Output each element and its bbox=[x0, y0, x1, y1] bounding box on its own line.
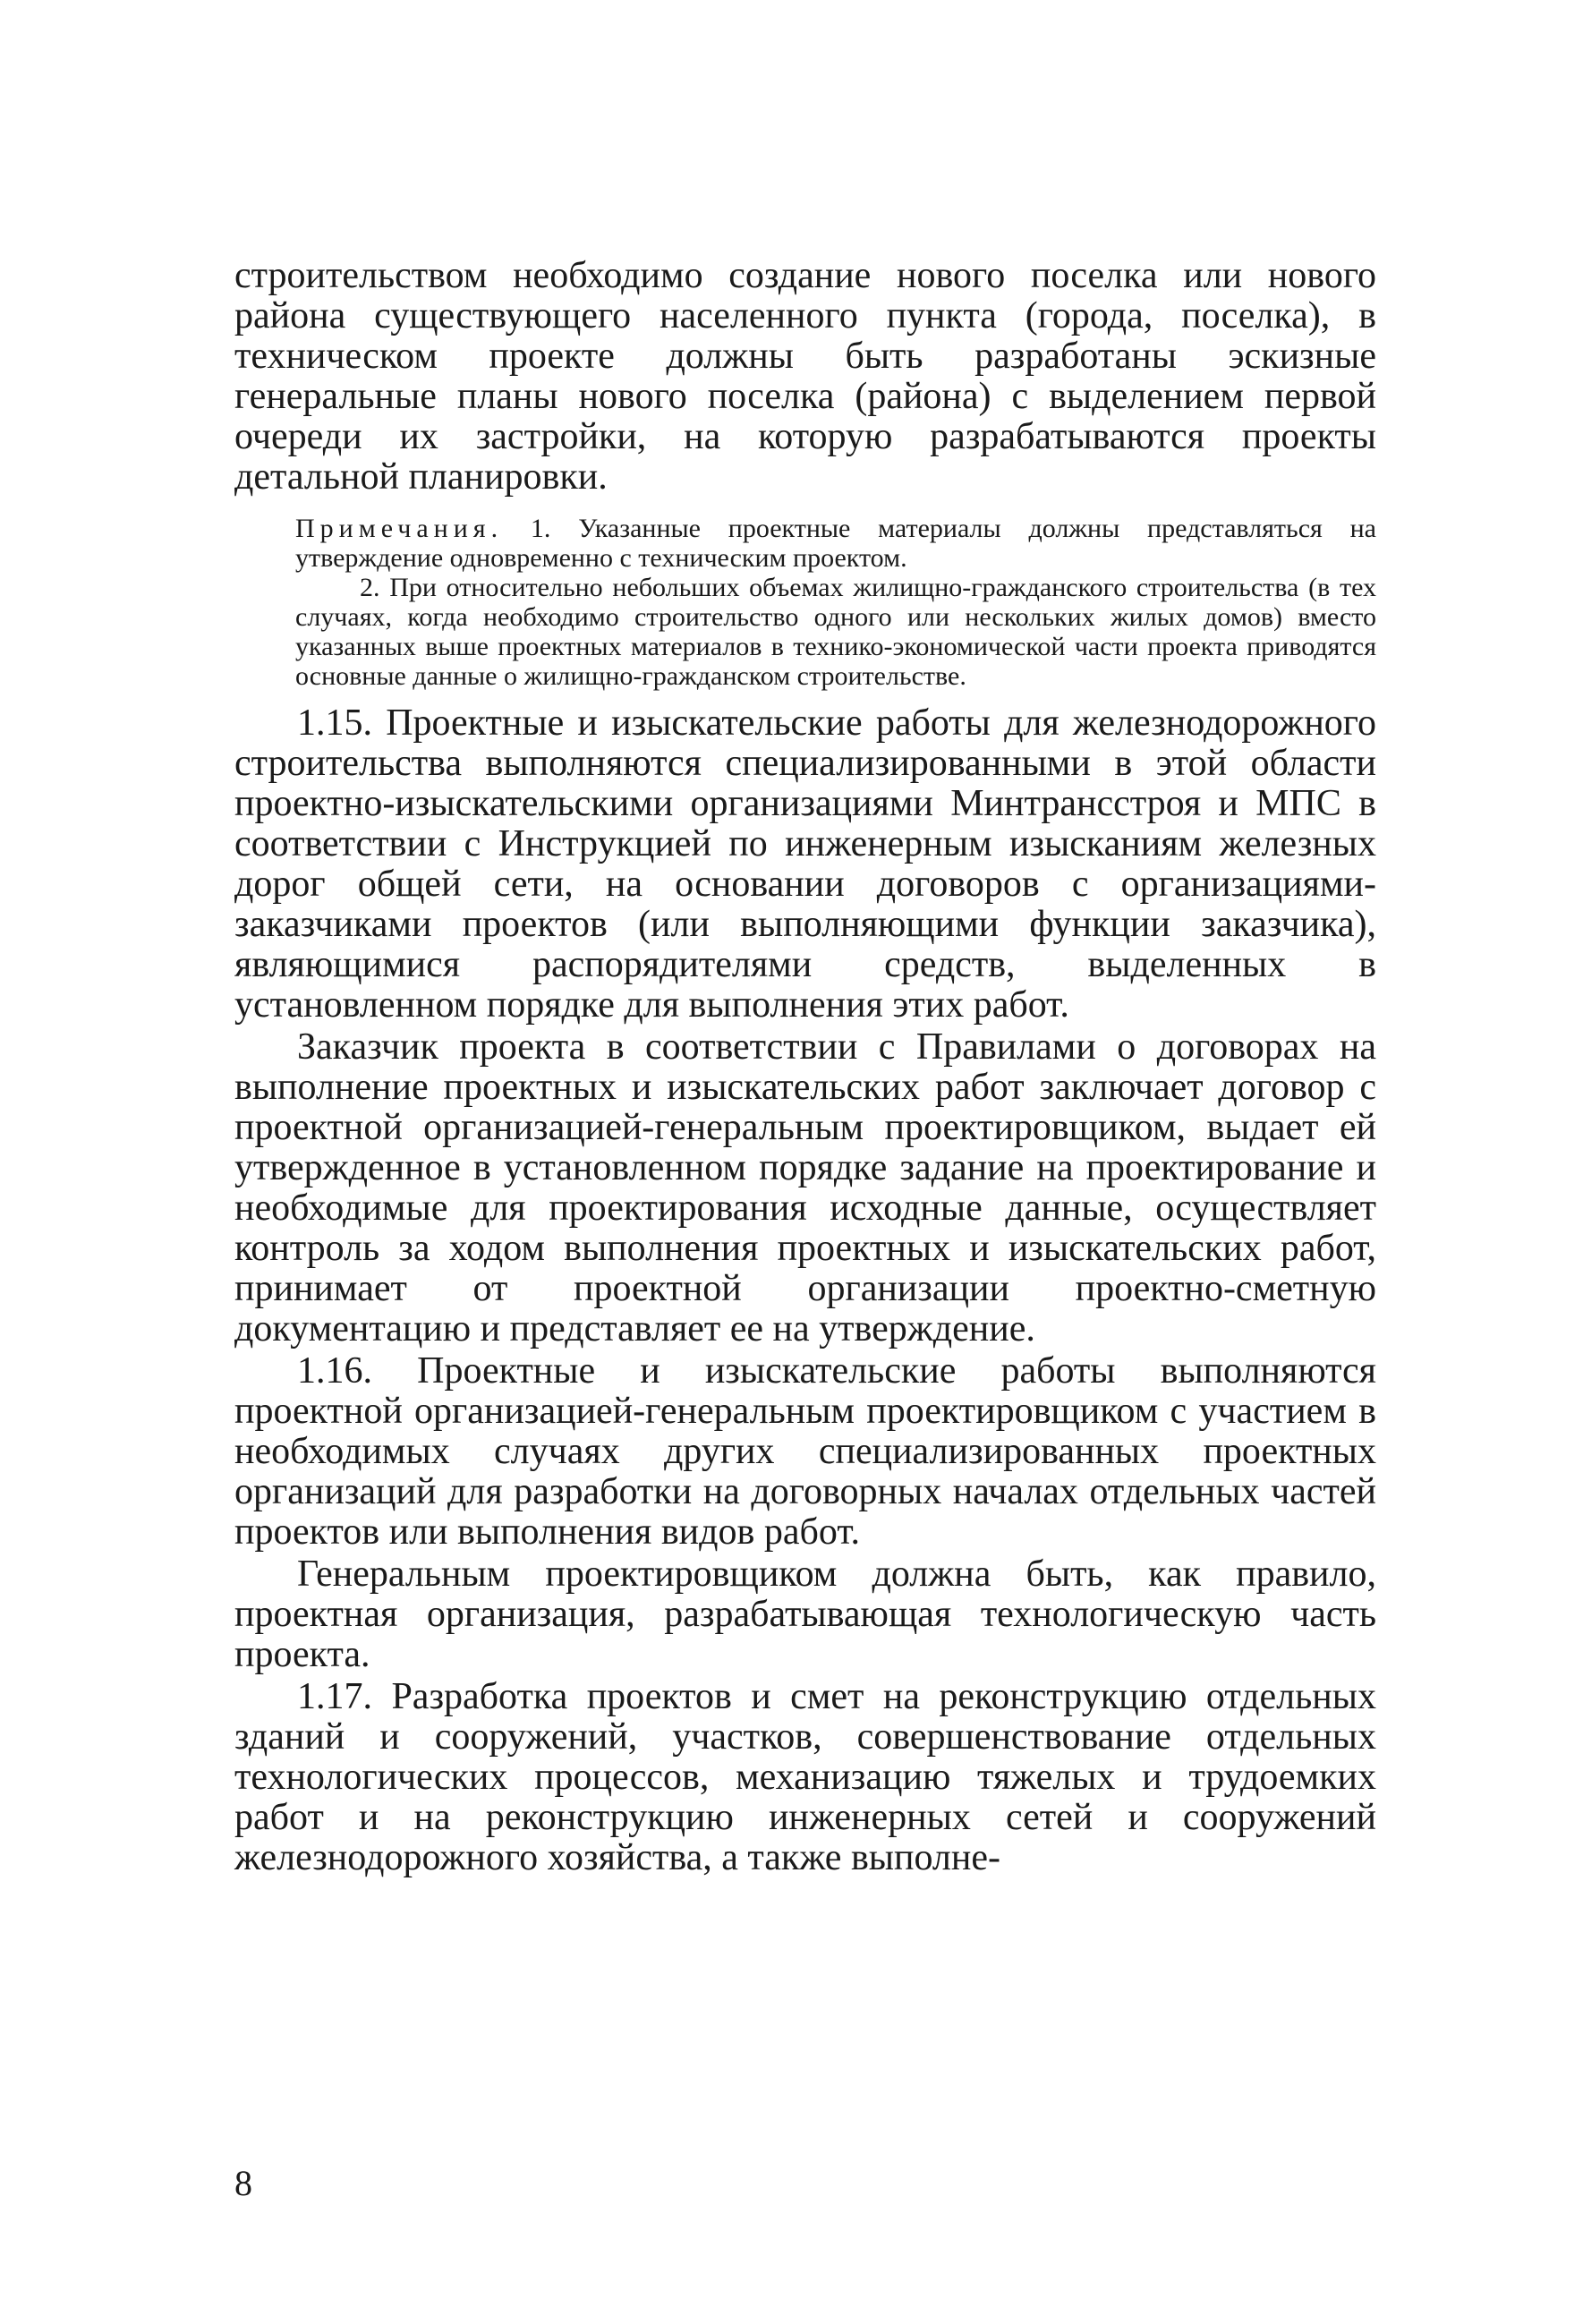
paragraph-intro-continuation: строительством необходимо создание нового поселка или нового района существующего населенного пункта (города, поселка), в техническом проекте должны быть разработаны эскизные генеральные планы нового поселка (района) с выделением первой очереди их застройки, на которую разрабатываются проекты детальной планировки. bbox=[234, 255, 1376, 498]
page-number: 8 bbox=[234, 2163, 252, 2203]
paragraph-1-17: 1.17. Разработка проектов и смет на реконструкцию отдельных зданий и сооружений, участков, совершенствование отдельных технологических процессов, механизацию тяжелых и трудоемких работ и на реконструкцию инженерных сетей и сооружений железнодорожного хозяйства, а также выполне- bbox=[234, 1676, 1376, 1878]
paragraph-1-16: 1.16. Проектные и изыскательские работы выполняются проектной организацией-генеральным проектировщиком с участием в необходимых случаях других специализированных проектных организаций для разработки на договорных началах отдельных частей проектов или выполнения видов работ. bbox=[234, 1350, 1376, 1553]
document-page bbox=[234, 256, 1376, 1878]
notes-heading: Примечания. bbox=[295, 514, 504, 543]
notes-block bbox=[234, 514, 1376, 691]
note-1-text: 1. Указанные проектные материалы должны представляться на утверждение одновременно с техническим проектом. bbox=[295, 514, 1376, 573]
note-2: 2. При относительно небольших объемах жилищно-гражданского строительства (в тех случаях, когда необходимо строительство одного или нескольких жилых домов) вместо указанных выше проектных материалов в технико-экономической части проекта приводятся основные данные о жилищно-гражданском строительстве. bbox=[295, 573, 1376, 691]
paragraph-1-16-general-designer: Генеральным проектировщиком должна быть, как правило, проектная организация, разрабатывающая технологическую часть проекта. bbox=[234, 1554, 1376, 1675]
note-1 bbox=[295, 514, 1376, 573]
paragraph-1-15: 1.15. Проектные и изыскательские работы для железнодорожного строительства выполняются специализированными в этой области проектно-изыскательскими организациями Минтрансстроя и МПС в соответствии с Инструкцией по инженерным изысканиям железных дорог общей сети, на основании договоров с организациями-заказчиками проектов (или выполняющими функции заказчика), являющимися распорядителями средств, выделенных в установленном порядке для выполнения этих работ. bbox=[234, 702, 1376, 1026]
paragraph-1-15-customer: Заказчик проекта в соответствии с Правилами о договорах на выполнение проектных и изыскательских работ заключает договор с проектной организацией-генеральным проектировщиком, выдает ей утвержденное в установленном порядке задание на проектирование и необходимые для проектирования исходные данные, осуществляет контроль за ходом выполнения проектных и изыскательских работ, принимает от проектной организации проектно-сметную документацию и представляет ее на утверждение. bbox=[234, 1026, 1376, 1349]
